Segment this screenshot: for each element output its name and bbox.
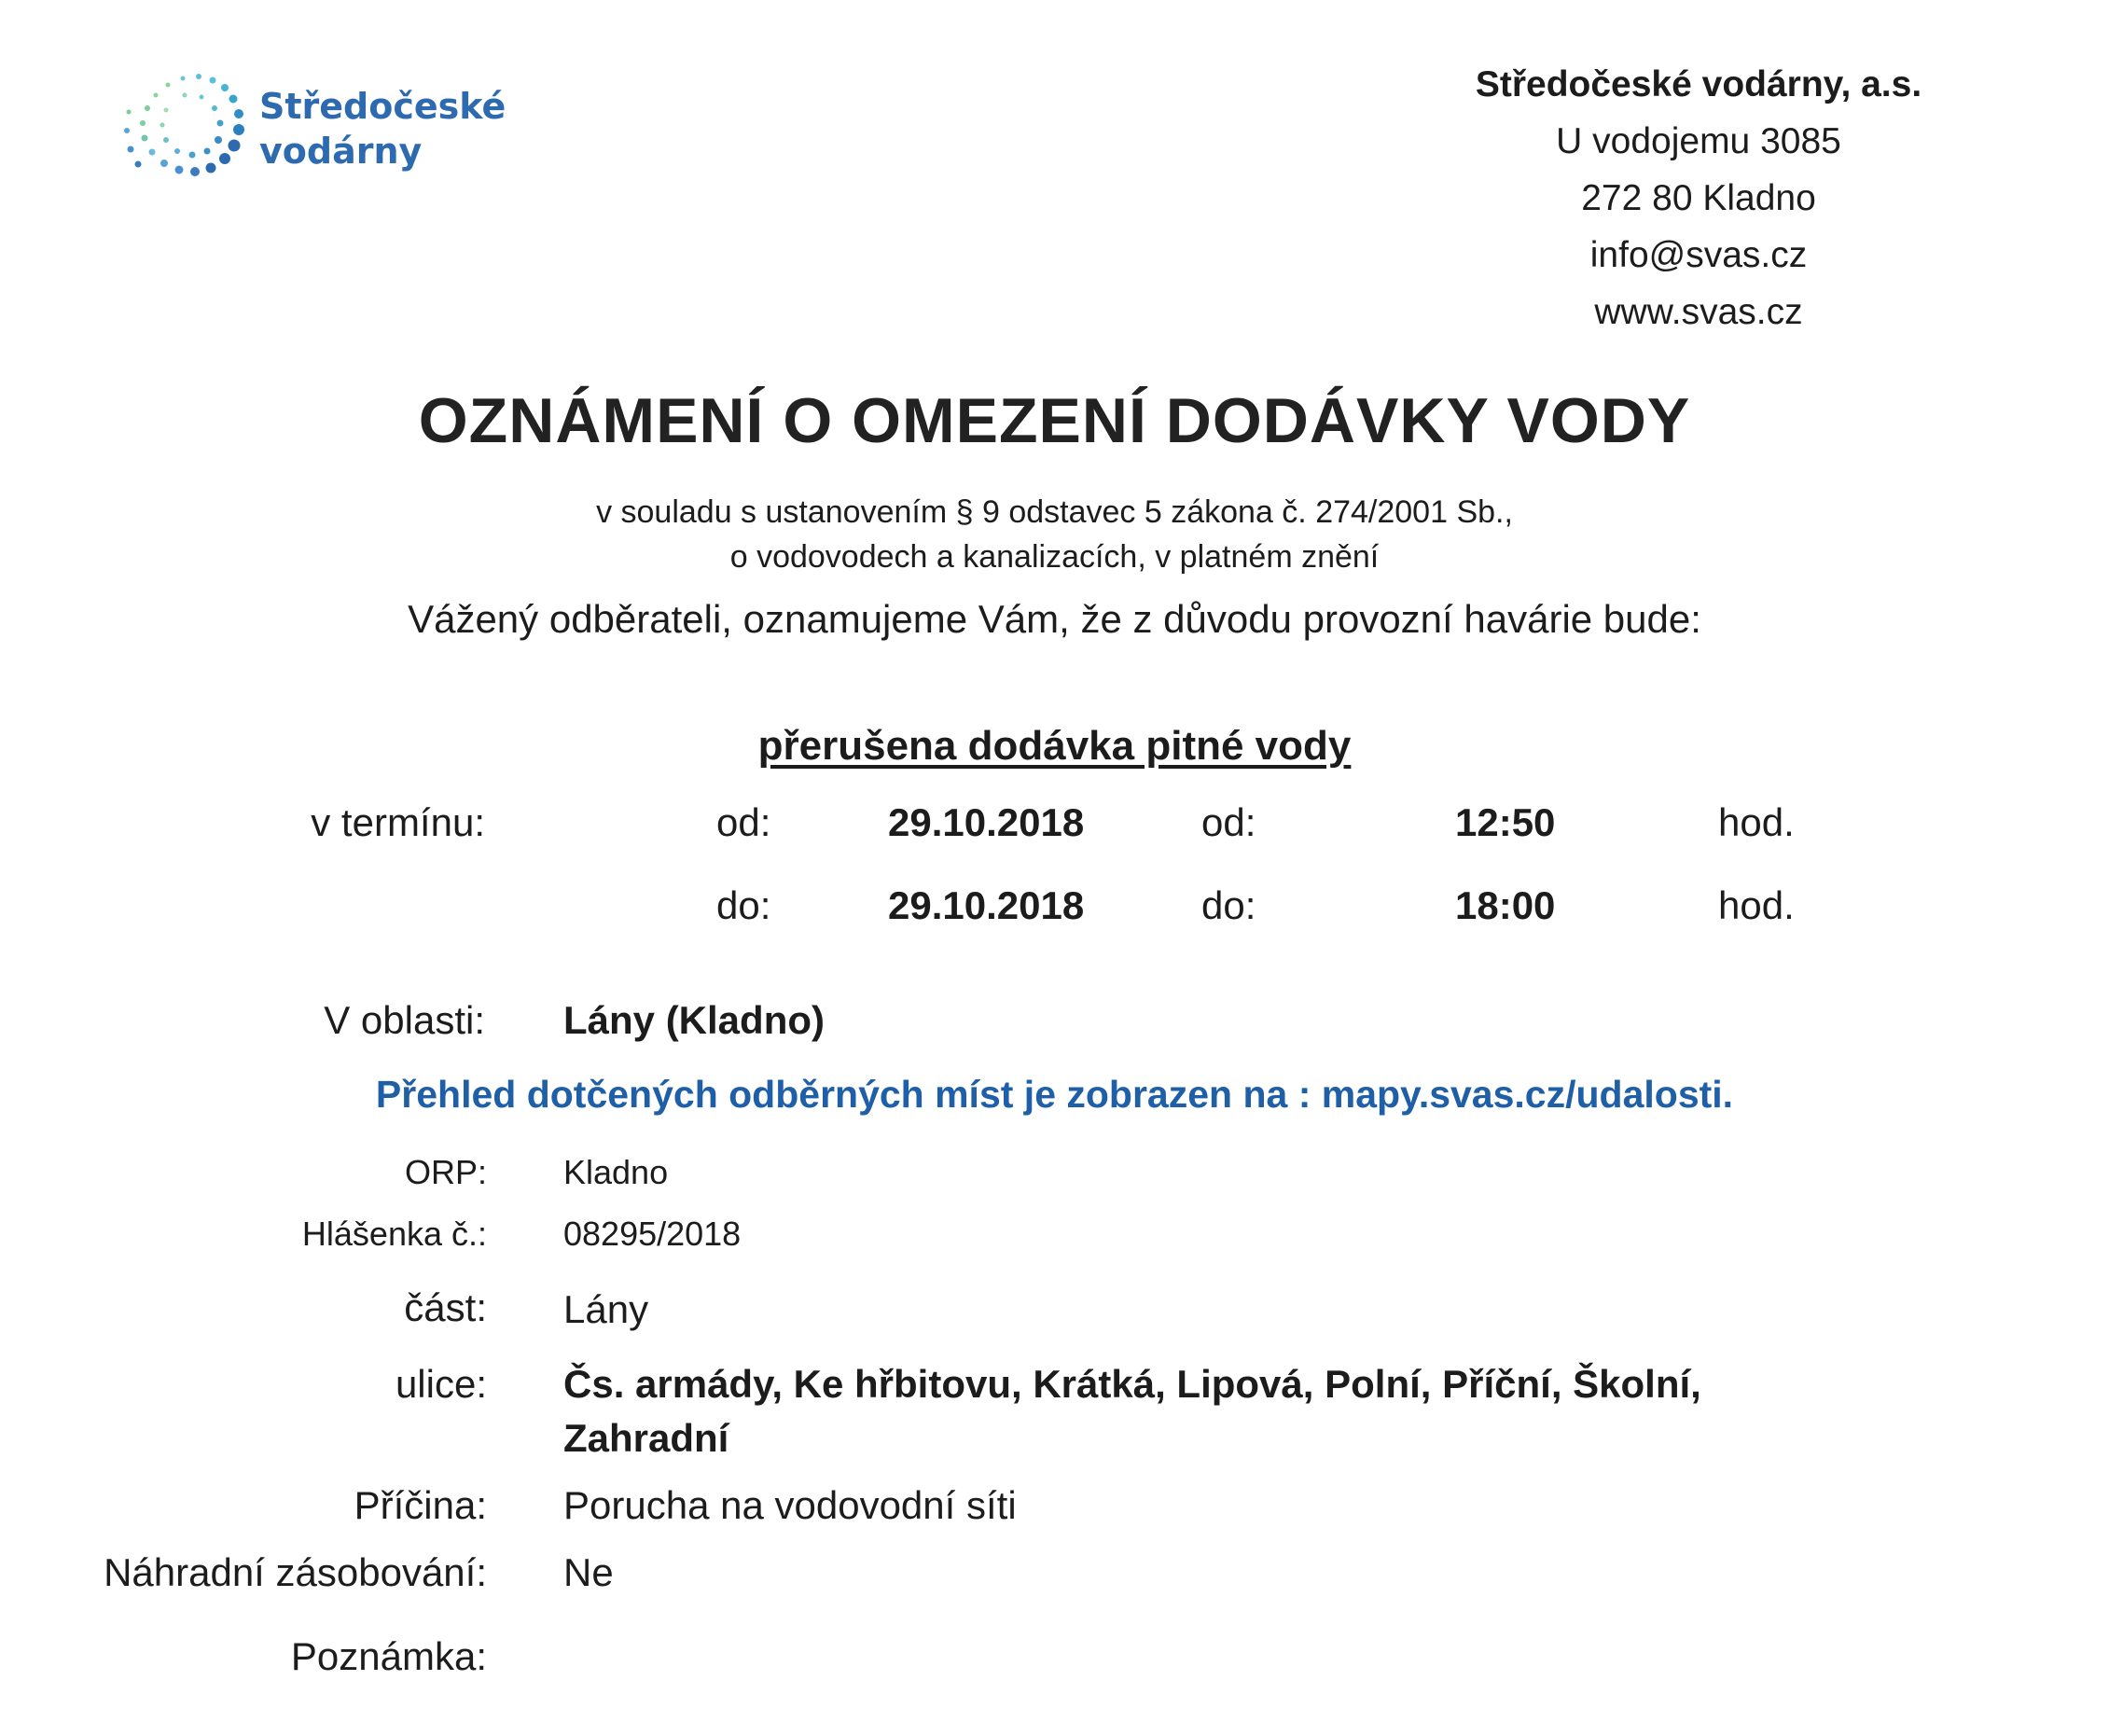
from-unit: hod. <box>1718 800 1795 844</box>
interruption-heading: přerušena dodávka pitné vody <box>757 723 1352 769</box>
logo-text <box>259 84 506 174</box>
area-label: V oblasti: <box>324 998 485 1042</box>
streets-line-2: Zahradní <box>563 1416 729 1460</box>
cause-value: Porucha na vodovodní síti <box>563 1483 1017 1527</box>
streets-label: ulice: <box>395 1362 487 1406</box>
company-email[interactable]: info@svas.cz <box>1589 235 1808 275</box>
law-reference <box>0 490 2109 579</box>
note-label: Poznámka: <box>290 1634 487 1678</box>
report-label: Hlášenka č.: <box>301 1215 487 1253</box>
cause-label: Příčina: <box>354 1483 487 1527</box>
logo-line-2: vodárny <box>259 131 423 172</box>
from-time-label: od: <box>1201 800 1256 844</box>
from-label: od: <box>716 800 771 844</box>
company-web[interactable]: www.svas.cz <box>1594 292 1803 332</box>
overview-link[interactable]: Přehled dotčených odběrných míst je zobrazen na : mapy.svas.cz/udalosti. <box>375 1073 1734 1116</box>
part-label: část: <box>404 1285 487 1329</box>
part-value: Lány <box>563 1287 649 1331</box>
streets-line-1: Čs. armády, Ke hřbitovu, Krátká, Lipová, Polní, Příční, Školní, <box>563 1362 1701 1406</box>
orp-value: Kladno <box>563 1153 669 1191</box>
company-street: U vodojemu 3085 <box>1556 121 1841 161</box>
greeting: Vážený odběrateli, oznamujeme Vám, že z důvodu provozní havárie bude: <box>408 597 1701 641</box>
area-value: Lány (Kladno) <box>563 998 825 1042</box>
to-time: 18:00 <box>1455 883 1556 927</box>
logo-dots-icon <box>110 65 259 196</box>
company-name: Středočeské vodárny, a.s. <box>1475 64 1922 104</box>
to-date: 29.10.2018 <box>888 883 1085 927</box>
term-label: v termínu: <box>311 800 485 844</box>
to-unit: hod. <box>1718 883 1795 927</box>
page-title: OZNÁMENÍ O OMEZENÍ DODÁVKY VODY <box>418 385 1691 456</box>
from-time: 12:50 <box>1455 800 1556 844</box>
to-label: do: <box>716 883 771 927</box>
orp-label: ORP: <box>404 1153 487 1191</box>
from-date: 29.10.2018 <box>888 800 1085 844</box>
company-logo <box>110 65 511 196</box>
to-time-label: do: <box>1201 883 1256 927</box>
company-city: 272 80 Kladno <box>1581 178 1816 218</box>
company-address <box>1372 56 2025 340</box>
logo-line-1: Středočeské <box>259 86 506 127</box>
supply-label: Náhradní zásobování: <box>104 1550 487 1594</box>
report-value: 08295/2018 <box>563 1215 742 1253</box>
law-line-1: v souladu s ustanovením § 9 odstavec 5 zákona č. 274/2001 Sb., <box>596 494 1513 530</box>
law-line-2: o vodovodech a kanalizacích, v platném znění <box>729 539 1380 575</box>
supply-value: Ne <box>563 1550 614 1594</box>
